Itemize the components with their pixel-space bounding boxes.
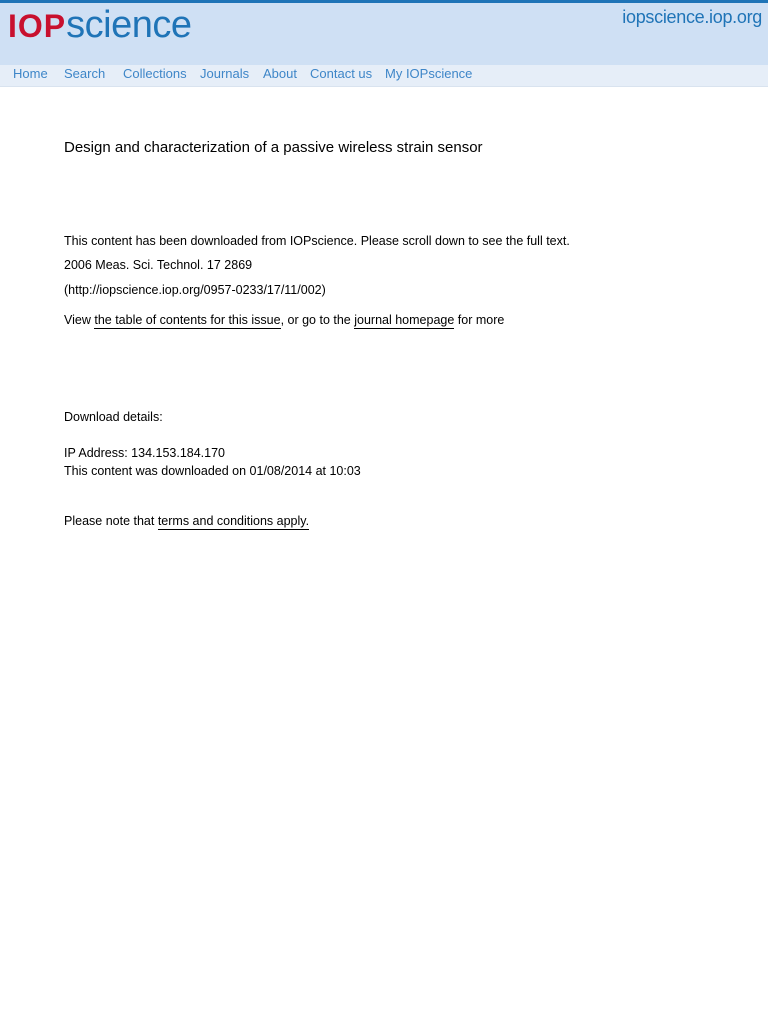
main-nav (0, 65, 768, 87)
download-details-heading: Download details: (64, 410, 163, 424)
nav-collections[interactable]: Collections (123, 66, 187, 81)
download-notice: This content has been downloaded from IOPscience. Please scroll down to see the full text. (64, 234, 570, 248)
nav-journals[interactable]: Journals (200, 66, 250, 81)
site-header (0, 3, 768, 65)
journal-homepage-link[interactable]: journal homepage (354, 313, 455, 327)
terms-and-conditions-link[interactable]: terms and conditions apply. (157, 514, 310, 528)
view-links-line (64, 312, 504, 328)
terms-line (64, 513, 309, 529)
nav-search[interactable]: Search (64, 66, 106, 81)
article-citation: 2006 Meas. Sci. Technol. 17 2869 (64, 258, 253, 272)
logo-science-text: science (66, 4, 192, 46)
table-of-contents-link[interactable]: the table of contents for this issue (94, 313, 281, 327)
nav-about[interactable]: About (263, 66, 297, 81)
ip-address-line: IP Address: 134.153.184.170 (64, 446, 226, 460)
nav-home[interactable]: Home (13, 66, 48, 81)
iopscience-logo[interactable] (8, 3, 191, 47)
article-title: Design and characterization of a passive wireless strain sensor (64, 139, 483, 156)
article-url: (http://iopscience.iop.org/0957-0233/17/11/002) (64, 283, 326, 297)
view-suffix-text: for more (454, 313, 505, 327)
terms-prefix-text: Please note that (64, 514, 158, 528)
logo-iop-text: IOP (8, 8, 67, 44)
nav-my-iopscience[interactable]: My IOPscience (385, 66, 473, 81)
download-date-line: This content was downloaded on 01/08/2014 at 10:03 (64, 464, 361, 478)
view-middle-text: , or go to the (280, 313, 355, 327)
view-prefix-text: View (64, 313, 95, 327)
nav-contact-us[interactable]: Contact us (310, 66, 373, 81)
site-url-link[interactable]: iopscience.iop.org (622, 7, 762, 27)
